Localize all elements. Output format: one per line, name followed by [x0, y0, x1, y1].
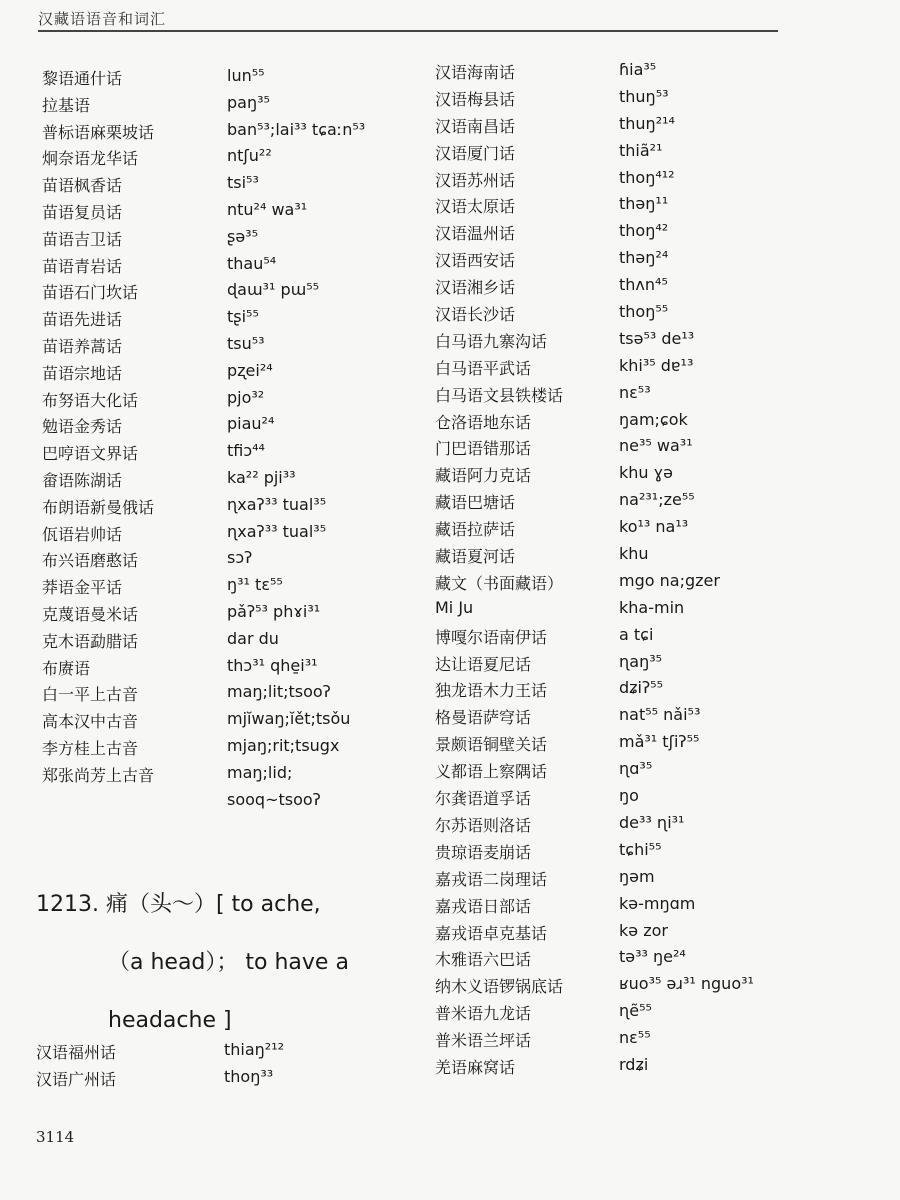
- dialect-name: 汉语温州话: [435, 224, 516, 244]
- entry-row: [435, 302, 875, 329]
- right-column: [435, 60, 875, 1082]
- dialect-name: 义都语上察隅话: [435, 762, 548, 782]
- entry-row: [42, 495, 422, 522]
- dialect-name: 仓洛语地东话: [435, 412, 532, 432]
- dialect-name: 博嘎尔语南伊话: [435, 627, 548, 647]
- phonetic-form: tsu⁵³: [227, 333, 265, 353]
- dialect-name: 郑张尚芳上古音: [42, 765, 155, 785]
- entry-row: [435, 383, 875, 410]
- entry-row: [36, 1067, 416, 1094]
- phonetic-form: kə zor: [619, 920, 668, 940]
- entry-row: [435, 114, 875, 141]
- phonetic-form: nɛ⁵⁵: [619, 1028, 651, 1048]
- phonetic-form: nɛ⁵³: [619, 382, 651, 402]
- phonetic-form: ko¹³ na¹³: [619, 517, 689, 537]
- entry-row: [435, 1028, 875, 1055]
- phonetic-form: ɳaŋ³⁵: [619, 651, 663, 671]
- dialect-name: 苗语吉卫话: [42, 229, 123, 249]
- dialect-name: 布朗语新曼俄话: [42, 497, 155, 517]
- entry-row: [435, 356, 875, 383]
- dialect-name: 格曼语萨穹话: [435, 708, 532, 728]
- phonetic-form: nat⁵⁵ nǎi⁵³: [619, 705, 701, 725]
- phonetic-form: ntʃu²²: [227, 146, 272, 166]
- entry-row: [435, 1001, 875, 1028]
- entry-heading-line-1: 1213. 痛（头～）[ to ache,: [36, 892, 321, 917]
- dialect-name: 莽语金平话: [42, 578, 123, 598]
- dialect-name: 布努语大化话: [42, 390, 139, 410]
- phonetic-form: na²³¹;ze⁵⁵: [619, 490, 695, 510]
- dialect-name: 苗语复员话: [42, 202, 123, 222]
- phonetic-form: ɖaɯ³¹ pɯ⁵⁵: [227, 280, 320, 300]
- dialect-name: 尔龚语道孚话: [435, 789, 532, 809]
- entry-row: [435, 786, 875, 813]
- entry-row: [435, 947, 875, 974]
- dialect-name: 白马语九寨沟话: [435, 331, 548, 351]
- phonetic-form: thau⁵⁴: [227, 253, 277, 273]
- entry-row: [42, 388, 422, 415]
- phonetic-form: thəŋ²⁴: [619, 248, 669, 268]
- phonetic-form: maŋ;lid;: [227, 762, 293, 782]
- entry-row: [435, 759, 875, 786]
- header-rule: [38, 30, 778, 32]
- phonetic-form: pjo³²: [227, 387, 265, 407]
- dialect-name: 尔苏语则洛话: [435, 815, 532, 835]
- entry-row: [42, 200, 422, 227]
- entry-row: [42, 146, 422, 173]
- dialect-name: 普米语兰坪话: [435, 1031, 532, 1051]
- entry-row: [435, 974, 875, 1001]
- phonetic-form: ɳɑ³⁵: [619, 759, 653, 779]
- dialect-name: 黎语通什话: [42, 69, 123, 88]
- entry-row: [435, 87, 875, 114]
- phonetic-form: khu ɣə: [619, 463, 674, 483]
- phonetic-form: sooq~tsooʔ: [227, 789, 321, 809]
- dialect-name: 汉语梅县话: [435, 89, 516, 109]
- left-column-bottom: [36, 1040, 416, 1094]
- entry-row: [435, 598, 875, 625]
- entry-row: [42, 548, 422, 575]
- phonetic-form: ŋ³¹ tɛ⁵⁵: [227, 575, 283, 595]
- phonetic-form: mjĭwaŋ;ĭět;tsǒu: [227, 709, 351, 729]
- phonetic-form: de³³ ɳi³¹: [619, 812, 685, 832]
- dialect-name: 高本汉中古音: [42, 712, 139, 732]
- phonetic-form: ne³⁵ wa³¹: [619, 436, 693, 456]
- entry-row: [435, 678, 875, 705]
- dialect-name: 羌语麻窝话: [435, 1057, 516, 1077]
- entry-row: [42, 522, 422, 549]
- dialect-name: 藏语夏河话: [435, 547, 516, 567]
- entry-row: [435, 517, 875, 544]
- dialect-name: 木雅语六巴话: [435, 950, 532, 970]
- dialect-name: 苗语先进话: [42, 310, 123, 330]
- entry-row: [42, 120, 422, 147]
- phonetic-form: thɔ³¹ qhe̱i³¹: [227, 655, 318, 675]
- dialect-name: 纳木义语锣锅底话: [435, 977, 564, 997]
- phonetic-form: thiã²¹: [619, 140, 663, 160]
- phonetic-form: thiaŋ²¹²: [224, 1040, 285, 1059]
- entry-row: [435, 813, 875, 840]
- entry-heading-line-2: （a head）； to have a: [108, 950, 349, 975]
- left-column-top: [42, 66, 422, 816]
- entry-heading-line-3: headache ]: [108, 1008, 232, 1033]
- phonetic-form: thoŋ⁴²: [619, 221, 669, 241]
- entry-row: [42, 763, 422, 790]
- dialect-name: 门巴语错那话: [435, 439, 532, 459]
- entry-row: [42, 414, 422, 441]
- dialect-name: 苗语养蒿话: [42, 336, 123, 356]
- phonetic-form: ɳxaʔ³³ tual³⁵: [227, 521, 327, 541]
- phonetic-form: dʑiʔ⁵⁵: [619, 678, 663, 698]
- dialect-name: 克木语勐腊话: [42, 631, 139, 651]
- phonetic-form: tə³³ ŋe²⁴: [619, 947, 686, 967]
- phonetic-form: piau²⁴: [227, 414, 275, 434]
- phonetic-form: rdʑi: [619, 1054, 649, 1074]
- entry-row: [42, 254, 422, 281]
- dialect-name: 嘉戎语卓克基话: [435, 923, 548, 943]
- entry-row: [42, 280, 422, 307]
- phonetic-form: thəŋ¹¹: [619, 194, 669, 214]
- entry-row: [42, 227, 422, 254]
- entry-row: [435, 221, 875, 248]
- entry-heading: [36, 876, 396, 1050]
- phonetic-form: khi³⁵ dɐ¹³: [619, 355, 694, 375]
- phonetic-form: ka²² pji³³: [227, 467, 296, 487]
- dialect-name: 汉语湘乡话: [435, 278, 516, 298]
- entry-row: [42, 334, 422, 361]
- entry-row: [435, 60, 875, 87]
- phonetic-form: thoŋ³³: [224, 1066, 274, 1086]
- phonetic-form: ɳẽ⁵⁵: [619, 1001, 652, 1021]
- phonetic-form: mjaŋ;rit;tsugx: [227, 735, 340, 755]
- phonetic-form: kha-min: [619, 597, 685, 617]
- entry-row: [435, 571, 875, 598]
- entry-row: [435, 463, 875, 490]
- phonetic-form: thuŋ⁵³: [619, 86, 669, 106]
- dialect-name: 嘉戎语二岗理话: [435, 869, 548, 889]
- dialect-name: 汉语西安话: [435, 251, 516, 271]
- entry-row: [42, 790, 422, 817]
- entry-row: [42, 93, 422, 120]
- phonetic-form: mǎ³¹ tʃiʔ⁵⁵: [619, 732, 700, 752]
- phonetic-form: lun⁵⁵: [227, 66, 265, 85]
- phonetic-form: ŋəm: [619, 866, 655, 886]
- dialect-name: 汉语长沙话: [435, 305, 516, 325]
- phonetic-form: pǎʔ⁵³ phɤi³¹: [227, 601, 321, 621]
- phonetic-form: kə-mŋɑm: [619, 893, 696, 913]
- phonetic-form: khu: [619, 544, 649, 564]
- dialect-name: 达让语夏尼话: [435, 654, 532, 674]
- phonetic-form: tɕhi⁵⁵: [619, 839, 662, 859]
- entry-row: [42, 307, 422, 334]
- entry-row: [36, 1040, 416, 1067]
- entry-row: [435, 652, 875, 679]
- dialect-name: 嘉戎语日部话: [435, 896, 532, 916]
- entry-row: [42, 736, 422, 763]
- dialect-name: 巴哼语文界话: [42, 444, 139, 464]
- dialect-name: 普标语麻栗坡话: [42, 122, 155, 142]
- entry-row: [42, 575, 422, 602]
- phonetic-form: a tɕi: [619, 624, 654, 644]
- phonetic-form: mgo na;gzer: [619, 570, 720, 590]
- entry-row: [435, 705, 875, 732]
- entry-row: [42, 173, 422, 200]
- phonetic-form: tʂi⁵⁵: [227, 307, 259, 327]
- phonetic-form: dar du: [227, 628, 279, 648]
- dialect-name: 藏语阿力克话: [435, 466, 532, 486]
- dialect-name: 汉语广州话: [36, 1069, 117, 1089]
- phonetic-form: tsi⁵³: [227, 173, 259, 193]
- phonetic-form: ʁuo³⁵ əɹ³¹ nguo³¹: [619, 974, 754, 994]
- entry-row: [42, 441, 422, 468]
- entry-row: [42, 709, 422, 736]
- phonetic-form: paŋ³⁵: [227, 92, 270, 112]
- phonetic-form: tsə⁵³ de¹³: [619, 328, 695, 348]
- dialect-name: 炯奈语龙华话: [42, 149, 139, 169]
- phonetic-form: thʌn⁴⁵: [619, 275, 668, 295]
- entry-row: [435, 894, 875, 921]
- entry-row: [42, 602, 422, 629]
- dialect-name: 汉语福州话: [36, 1043, 117, 1062]
- entry-row: [435, 248, 875, 275]
- phonetic-form: pʐei²⁴: [227, 360, 273, 380]
- entry-row: [435, 410, 875, 437]
- dialect-name: 白一平上古音: [42, 685, 139, 705]
- phonetic-form: thuŋ²¹⁴: [619, 113, 675, 133]
- phonetic-form: sɔʔ: [227, 548, 253, 568]
- entry-row: [435, 168, 875, 195]
- dialect-name: 苗语青岩话: [42, 256, 123, 276]
- entry-row: [42, 66, 422, 93]
- entry-row: [435, 625, 875, 652]
- phonetic-form: ntu²⁴ wa³¹: [227, 199, 308, 219]
- dialect-name: 独龙语木力王话: [435, 681, 548, 701]
- dialect-name: 普米语九龙话: [435, 1004, 532, 1024]
- dialect-name: 汉语南昌话: [435, 116, 516, 136]
- entry-row: [435, 329, 875, 356]
- dialect-name: 贵琼语麦崩话: [435, 842, 532, 862]
- phonetic-form: ban⁵³;lai³³ tɕaːn⁵³: [227, 119, 366, 139]
- dialect-name: 苗语枫香话: [42, 176, 123, 196]
- entry-row: [435, 921, 875, 948]
- dialect-name: 布兴语磨憨话: [42, 551, 139, 571]
- entry-row: [435, 436, 875, 463]
- entry-row: [435, 490, 875, 517]
- page-number: 3114: [36, 1128, 75, 1146]
- phonetic-form: ŋo: [619, 786, 639, 806]
- phonetic-form: maŋ;lit;tsooʔ: [227, 682, 331, 702]
- dialect-name: 汉语苏州话: [435, 170, 516, 190]
- entry-row: [435, 1055, 875, 1082]
- entry-row: [42, 361, 422, 388]
- phonetic-form: ʂə³⁵: [227, 226, 259, 246]
- entry-row: [435, 867, 875, 894]
- dialect-name: 布赓语: [42, 658, 91, 678]
- phonetic-form: thoŋ⁵⁵: [619, 302, 669, 322]
- phonetic-form: tfiɔ⁴⁴: [227, 441, 265, 461]
- dialect-name: 藏语巴塘话: [435, 493, 516, 513]
- dialect-name: 佤语岩帅话: [42, 524, 123, 544]
- dialect-name: 勉语金秀话: [42, 417, 123, 437]
- entry-row: [435, 544, 875, 571]
- dialect-name: 藏文（书面藏语）: [435, 573, 564, 593]
- dialect-name: 藏语拉萨话: [435, 520, 516, 540]
- dialect-name: 汉语厦门话: [435, 143, 516, 163]
- dialect-name: 白马语文县铁楼话: [435, 385, 564, 405]
- entry-row: [435, 194, 875, 221]
- dialect-name: 拉基语: [42, 95, 91, 115]
- entry-row: [42, 629, 422, 656]
- phonetic-form: ɦia³⁵: [619, 60, 657, 79]
- dialect-name: 苗语宗地话: [42, 363, 123, 383]
- entry-row: [435, 732, 875, 759]
- running-header-title: 汉藏语语音和词汇: [38, 10, 167, 28]
- dialect-name: 克蔑语曼米话: [42, 604, 139, 624]
- dialect-name: Mi Ju: [435, 597, 474, 617]
- phonetic-form: ŋam;ɕok: [619, 409, 688, 429]
- phonetic-form: thoŋ⁴¹²: [619, 167, 675, 187]
- dialect-name: 畲语陈湖话: [42, 470, 123, 490]
- entry-row: [42, 656, 422, 683]
- dialect-name: 景颇语铜壁关话: [435, 735, 548, 755]
- dialect-name: 苗语石门坎话: [42, 283, 139, 303]
- entry-row: [435, 141, 875, 168]
- dialect-name: 白马语平武话: [435, 358, 532, 378]
- dialect-name: 汉语太原话: [435, 197, 516, 217]
- entry-row: [42, 468, 422, 495]
- dialect-name: 李方桂上古音: [42, 738, 139, 758]
- dialect-name: 汉语海南话: [435, 63, 516, 82]
- entry-row: [42, 682, 422, 709]
- entry-row: [435, 275, 875, 302]
- phonetic-form: ɳxaʔ³³ tual³⁵: [227, 494, 327, 514]
- entry-row: [435, 840, 875, 867]
